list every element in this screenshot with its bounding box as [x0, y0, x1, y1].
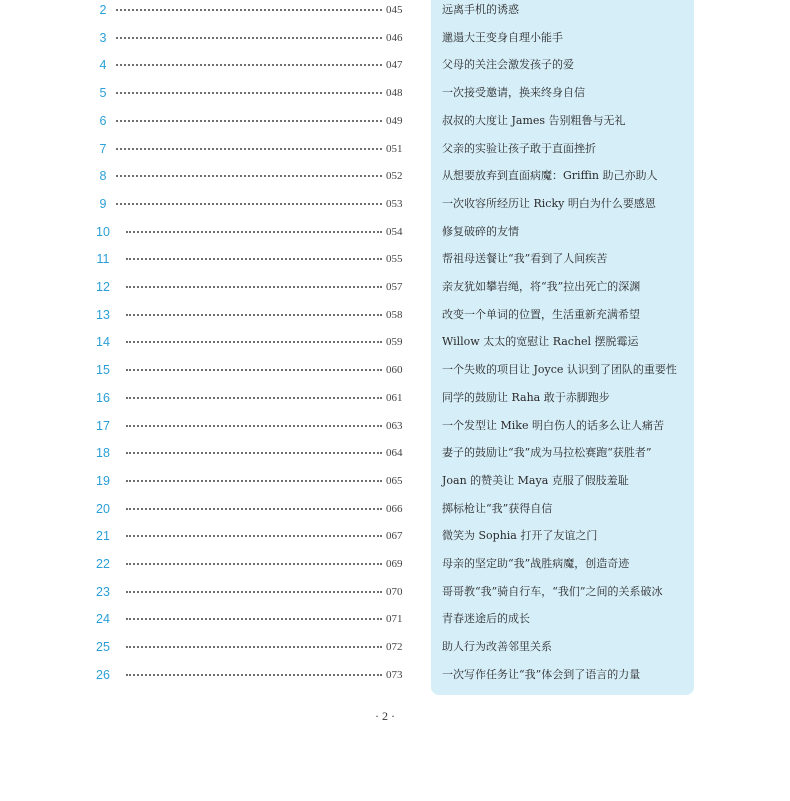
dot-leader: [116, 92, 382, 94]
dot-leader: [126, 369, 382, 371]
toc-entry[interactable]: [0, 499, 790, 519]
entry-number: 15: [96, 363, 110, 378]
entry-number: 3: [99, 30, 107, 45]
dot-leader: [126, 674, 382, 676]
entry-page: 057: [386, 281, 403, 293]
entry-number: 14: [96, 335, 110, 350]
dot-leader: [126, 258, 382, 260]
toc-entry[interactable]: [0, 416, 790, 436]
dot-leader: [126, 535, 382, 537]
toc-entry[interactable]: [0, 332, 790, 352]
entry-title[interactable]: 妻子的鼓励让“我”成为马拉松赛跑“获胜者”: [442, 446, 652, 460]
toc-entry[interactable]: [0, 277, 790, 297]
entry-page: 073: [386, 668, 403, 681]
toc-entry[interactable]: [0, 305, 790, 325]
entry-number: 16: [96, 390, 110, 405]
entry-title[interactable]: 邋遢大王变身自理小能手: [442, 30, 563, 44]
toc-entry[interactable]: [0, 637, 790, 657]
entry-title[interactable]: 哥哥教“我”骑自行车，“我们”之间的关系破冰: [442, 584, 663, 598]
entry-page: 054: [386, 225, 403, 238]
entry-number: 2: [99, 3, 107, 17]
toc-entry[interactable]: [0, 388, 790, 408]
dot-leader: [126, 480, 382, 482]
dot-leader: [126, 563, 382, 565]
dot-leader: [126, 231, 382, 233]
toc-entry[interactable]: [0, 83, 790, 103]
entry-number: 22: [96, 557, 110, 571]
entry-page: 059: [386, 336, 403, 349]
entry-title[interactable]: 微笑为 Sophia 打开了友谊之门: [442, 529, 598, 543]
entry-title[interactable]: 父母的关注会激发孩子的爱: [442, 58, 574, 72]
entry-title[interactable]: 母亲的坚定助“我”战胜病魔，创造奇迹: [442, 557, 630, 570]
toc-entry[interactable]: [0, 28, 790, 48]
entry-page: 071: [386, 613, 403, 626]
entry-number: 9: [99, 196, 107, 211]
toc-entry[interactable]: [0, 471, 790, 491]
entry-title[interactable]: 助人行为改善邻里关系: [442, 640, 552, 654]
entry-page: 069: [386, 558, 403, 570]
toc-entry[interactable]: [0, 665, 790, 685]
entry-title[interactable]: Willow 太太的宽慰让 Rachel 摆脱霉运: [442, 335, 639, 349]
entry-title[interactable]: 父亲的实验让孩子敢于直面挫折: [442, 141, 596, 155]
toc-entry[interactable]: [0, 360, 790, 380]
entry-number: 8: [99, 169, 107, 184]
entry-title[interactable]: 帮祖母送餐让“我”看到了人间疾苦: [442, 252, 608, 266]
entry-page: 066: [386, 502, 403, 515]
entry-number: 12: [96, 280, 110, 294]
entry-number: 21: [96, 529, 110, 544]
entry-title[interactable]: 一个失败的项目让 Joyce 认识到了团队的重要性: [442, 363, 677, 377]
dot-leader: [126, 591, 382, 593]
dot-leader: [116, 148, 382, 150]
entry-page: 048: [386, 87, 403, 100]
entry-title[interactable]: 掷标枪让“我”获得自信: [442, 501, 553, 515]
entry-page: 053: [386, 197, 403, 210]
dot-leader: [116, 175, 382, 177]
entry-page: 046: [386, 31, 403, 44]
entry-page: 051: [386, 142, 403, 155]
entry-page: 058: [386, 308, 403, 321]
entry-number: 6: [99, 113, 107, 128]
entry-page: 049: [386, 114, 403, 127]
entry-page: 055: [386, 253, 403, 266]
entry-page: 070: [386, 585, 403, 598]
toc-entry[interactable]: [0, 554, 790, 574]
toc-entry[interactable]: [0, 582, 790, 602]
dot-leader: [116, 37, 382, 39]
entry-title[interactable]: 远离手机的诱惑: [442, 3, 519, 16]
toc-entry[interactable]: [0, 194, 790, 214]
entry-page: 060: [386, 364, 403, 377]
entry-page: 065: [386, 474, 403, 487]
toc-entry[interactable]: [0, 443, 790, 463]
entry-title[interactable]: 改变一个单词的位置，生活重新充满希望: [442, 307, 640, 321]
dot-leader: [126, 646, 382, 648]
entry-title[interactable]: 从想要放弃到直面病魔：Griffin 助己亦助人: [442, 169, 658, 183]
entry-number: 17: [96, 418, 110, 433]
toc-entry[interactable]: [0, 609, 790, 629]
entry-number: 25: [96, 640, 110, 655]
entry-page: 047: [386, 59, 403, 72]
entry-page: 064: [386, 447, 403, 460]
entry-page: 045: [386, 4, 403, 16]
dot-leader: [126, 314, 382, 316]
entry-number: 4: [99, 58, 107, 73]
entry-page: 061: [386, 391, 403, 404]
entry-page: 067: [386, 530, 403, 543]
dot-leader: [126, 286, 382, 288]
entry-number: 13: [96, 307, 110, 322]
entry-number: 24: [96, 612, 110, 627]
entry-page: 052: [386, 170, 403, 183]
dot-leader: [126, 452, 382, 454]
entry-number: 26: [96, 667, 110, 682]
entry-page: 063: [386, 419, 403, 432]
page-number: · 2 ·: [375, 709, 395, 723]
dot-leader: [116, 120, 382, 122]
entry-title[interactable]: 叔叔的大度让 James 告别粗鲁与无礼: [442, 113, 626, 127]
entry-number: 19: [96, 473, 110, 488]
dot-leader: [116, 64, 382, 66]
entry-title[interactable]: 一次收容所经历让 Ricky 明白为什么要感恩: [442, 196, 656, 210]
entry-number: 11: [96, 252, 110, 267]
entry-number: 10: [96, 224, 110, 239]
entry-number: 7: [99, 141, 107, 156]
toc-entry[interactable]: [0, 526, 790, 546]
dot-leader: [126, 508, 382, 510]
entry-title[interactable]: 修复破碎的友情: [442, 224, 519, 238]
dot-leader: [126, 397, 382, 399]
toc-entry[interactable]: [0, 139, 790, 159]
toc-entry[interactable]: [0, 166, 790, 186]
toc-entry[interactable]: [0, 222, 790, 242]
entry-title[interactable]: 同学的鼓励让 Raha 敢于赤脚跑步: [442, 390, 610, 404]
entry-title[interactable]: 亲友犹如攀岩绳，将“我”拉出死亡的深渊: [442, 280, 641, 293]
entry-title[interactable]: 一个发型让 Mike 明白伤人的话多么让人痛苦: [442, 418, 664, 432]
entry-number: 20: [96, 501, 110, 516]
dot-leader: [126, 425, 382, 427]
toc-entry[interactable]: [0, 0, 790, 20]
entry-number: 5: [99, 86, 107, 101]
dot-leader: [116, 9, 382, 11]
entry-title[interactable]: Joan 的赞美让 Maya 克服了假肢羞耻: [442, 473, 629, 487]
entry-page: 072: [386, 641, 403, 654]
toc-entry[interactable]: [0, 55, 790, 75]
toc-entry[interactable]: [0, 249, 790, 269]
entry-title[interactable]: 青春迷途后的成长: [442, 612, 530, 626]
toc-entry[interactable]: [0, 111, 790, 131]
entry-number: 18: [96, 446, 110, 461]
entry-title[interactable]: 一次接受邀请，换来终身自信: [442, 86, 585, 100]
dot-leader: [116, 203, 382, 205]
entry-title[interactable]: 一次写作任务让“我”体会到了语言的力量: [442, 667, 641, 681]
entry-number: 23: [96, 584, 110, 599]
dot-leader: [126, 341, 382, 343]
dot-leader: [126, 618, 382, 620]
